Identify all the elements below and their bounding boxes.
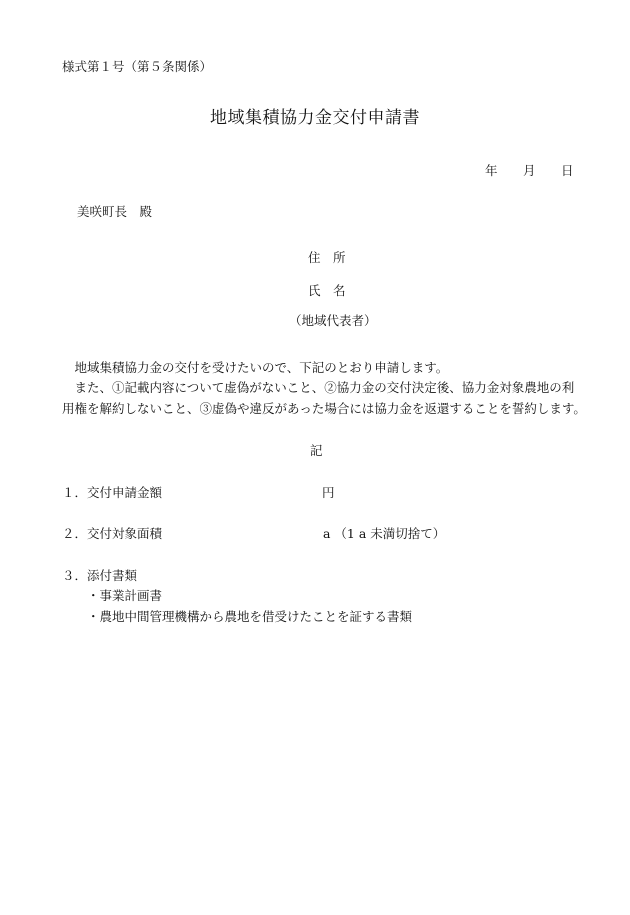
item-2-unit: a （1 a 未満切捨て） [323, 526, 446, 541]
body-text-line-2: また、①記載内容について虚偽がないこと、②協力金の交付決定後、協力金対象農地の利 [62, 380, 575, 395]
name-label: 氏 名 [308, 283, 346, 298]
item-2-label: ２．交付対象面積 [62, 526, 163, 541]
document-title: 地域集積協力金交付申請書 [210, 108, 420, 128]
attachment-item: ・事業計画書 [87, 588, 163, 603]
body-text-line-3: 用権を解約しないこと、③虚偽や違反があった場合には協力金を返還することを誓約します。 [62, 401, 586, 416]
addressee: 美咲町長 殿 [77, 204, 153, 219]
date-year-label: 年 [485, 163, 498, 178]
date-month-label: 月 [523, 163, 536, 178]
item-1-label: １．交付申請金額 [62, 485, 163, 500]
item-1-unit: 円 [322, 485, 335, 500]
form-number: 様式第１号（第５条関係） [62, 59, 213, 74]
date-day-label: 日 [561, 163, 574, 178]
attachment-item: ・農地中間管理機構から農地を借受けたことを証する書類 [87, 609, 413, 624]
ki-heading: 記 [310, 443, 323, 458]
item-3-label: ３．添付書類 [62, 568, 138, 583]
representative-label: （地域代表者） [289, 313, 377, 328]
address-label: 住 所 [308, 250, 346, 265]
body-text-line-1: 地域集積協力金の交付を受けたいので、下記のとおり申請します。 [62, 360, 449, 375]
